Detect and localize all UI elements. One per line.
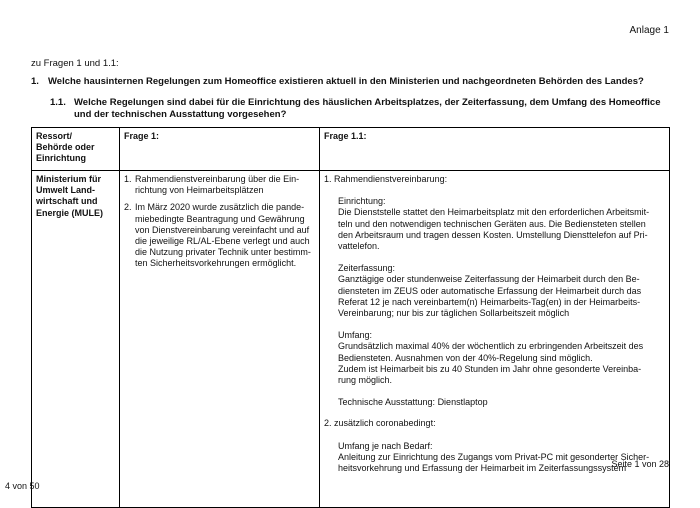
block-technik: Technische Ausstattung: Dienstlaptop (338, 397, 488, 408)
header-ressort: Ressort/ Behörde oder Einrichtung (32, 128, 120, 171)
table-header-row (32, 128, 670, 171)
question-1-text: Welche hausinternen Regelungen zum Homeoffice existieren aktuell in den Ministerien und nachgeordneten Behörden des Landes? (48, 76, 644, 87)
question-1-number: 1. (31, 76, 39, 87)
cell-frage-1-1 (320, 171, 670, 508)
list-item: 2. Im März 2020 wurde zusätzlich die pande- miebedingte Beantragung und Gewährung von Dienstvereinbarung vereinfacht und auf die jeweilige RL/AL-Ebene verlegt und auch die Nutzung privater Technik unter bestimm- ten Sicherheitsvorkehrungen ermöglicht. (124, 202, 311, 269)
block-bedarf: Umfang je nach Bedarf: Anleitung zur Einrichtung des Zugangs vom Privat-PC mit gesonderter Sicher- heitsvorkehrung und Erfassung der Heimarbeit im Zeiterfassungssystem (338, 440, 650, 474)
section-rahmendienstvereinbarung: 1. Rahmendienstvereinbarung: (324, 174, 448, 184)
block-umfang: Umfang: Grundsätzlich maximal 40% der wöchentlich zu erbringenden Arbeitszeit des Bediensteten. Ausnahmen von der 40%-Regelung sind möglich. Zudem ist Heimarbeit bis zu 40 Stunden im Jahr ohne gesonderte Vereinba- rung möglich. (338, 330, 644, 386)
intro-line: zu Fragen 1 und 1.1: (31, 58, 119, 69)
block-einrichtung: Einrichtung: Die Dienststelle stattet den Heimarbeitsplatz mit den erforderlichen Arbeitsmit- teln und den notwendigen technischen Geräten aus. Die Bediensteten stellen den Arbeitsraum und tragen dessen Kosten. Umstellung Diensttelefon auf Pri- vattelefon. (338, 196, 650, 252)
cell-frage-1 (120, 171, 320, 508)
answer-table (31, 127, 670, 508)
table-row (32, 171, 670, 508)
question-1-1-line1: Welche Regelungen sind dabei für die Einrichtung des häuslichen Arbeitsplatzes, der Zeiterfassung, dem Umfang des Homeoffice (74, 97, 661, 108)
list-item: 1. Rahmendienstvereinbarung über die Ein- richtung von Heimarbeitsplätzen (124, 174, 300, 196)
header-frage-1-1: Frage 1.1: (320, 128, 670, 171)
page-number-outer: 4 von 50 (5, 481, 40, 491)
question-1-1 (50, 97, 672, 121)
question-1-1-number: 1.1. (50, 97, 66, 108)
question-1 (31, 76, 644, 87)
block-zeiterfassung: Zeiterfassung: Ganztägige oder stundenweise Zeiterfassung der Heimarbeit durch den Be- diensteten im ZEUS oder automatische Erfassung der Heimarbeit durch das Referat 12 je nach vereinbartem(n) Heimarbeits-Tag(en) in der Heimarbeits- Vereinbarung; nur bis zur täglichen Sollarbeitszeit möglich (338, 263, 642, 319)
question-1-1-line2: und der technischen Ausstattung vorgesehen? (74, 109, 287, 120)
header-frage-1: Frage 1: (120, 128, 320, 171)
section-coronabedingt: 2. zusätzlich coronabedingt: (324, 418, 436, 429)
attachment-label: Anlage 1 (629, 25, 669, 36)
page-number-inner: Seite 1 von 28 (611, 459, 669, 469)
cell-ressort: Ministerium für Umwelt Land- wirtschaft und Energie (MULE) (32, 171, 120, 508)
